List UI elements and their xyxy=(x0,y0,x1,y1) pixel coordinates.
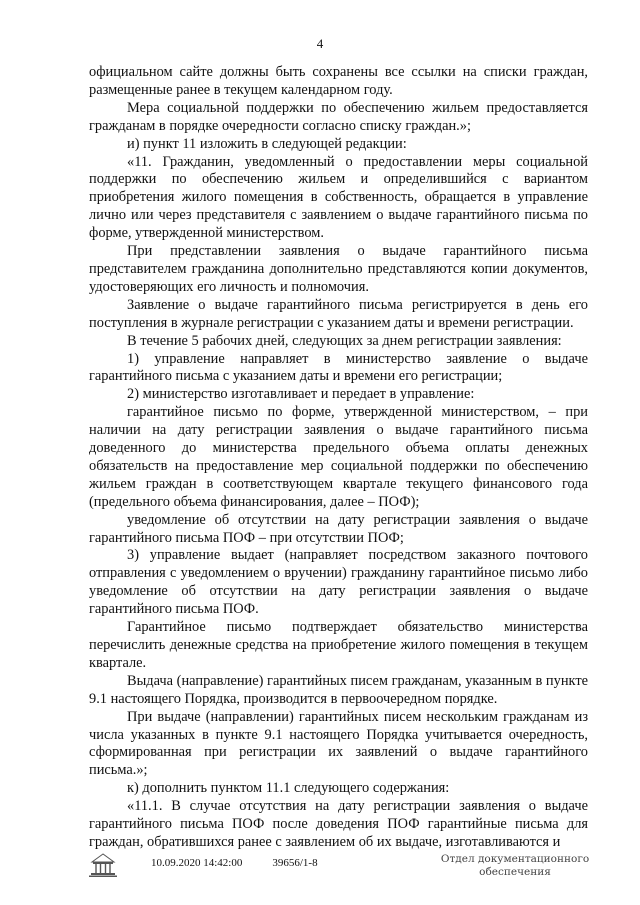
paragraph: Гарантийное письмо подтверждает обязательство министерства перечислить денежные средства на приобретение жилого помещения в текущем квартале. xyxy=(89,619,588,671)
paragraph: Выдача (направление) гарантийных писем гражданам, указанным в пункте 9.1 настоящего Порядка, производится в первоочередном порядке. xyxy=(89,672,588,707)
paragraph: «11. Гражданин, уведомленный о предоставлении меры социальной поддержки по обеспечению жильем и определившийся с вариантом приобретения жилого помещения в собственность, обращается в управление лично или через представителя с заявлением о выдаче гарантийного письма по форме, утвержденной министерством. xyxy=(89,153,588,242)
paragraph: При выдаче (направлении) гарантийных писем нескольким гражданам из числа указанных в пункте 9.1 настоящего Порядка учитывается очередность, сформированная при регистрации их заявлений о выдаче гарантийного письма.»; xyxy=(89,708,588,779)
paragraph: уведомление об отсутствии на дату регистрации заявления о выдаче гарантийного письма ПОФ – при отсутствии ПОФ; xyxy=(89,511,588,546)
department-label xyxy=(440,853,590,879)
emblem-icon xyxy=(88,852,118,883)
page-number: 4 xyxy=(316,36,324,51)
paragraph: Заявление о выдаче гарантийного письма регистрируется в день его поступления в журнале регистрации с указанием даты и времени регистрации. xyxy=(89,296,588,331)
paragraph: 2) министерство изготавливает и передает в управление: xyxy=(127,386,475,403)
document-body xyxy=(89,64,588,852)
paragraph: В течение 5 рабочих дней, следующих за днем регистрации заявления: xyxy=(127,332,562,349)
registration-stamp xyxy=(151,857,348,869)
paragraph: и) пункт 11 изложить в следующей редакции: xyxy=(127,135,407,152)
paragraph: При представлении заявления о выдаче гарантийного письма представителем гражданина дополнительно представляются копии документов, удостоверяющих его личность и полномочия. xyxy=(89,243,588,295)
paragraph: гарантийное письмо по форме, утвержденной министерством, – при наличии на дату регистрации заявления о выдаче гарантийного письма доведенного до министерства предельного объема оплаты денежных обязательств на предоставление мер социальной поддержки по обеспечению жильем граждан в соответствующем квартале текущего финансового года (предельного объема финансирования, далее – ПОФ); xyxy=(89,404,588,510)
stamp-doc-number: 39656/1-8 xyxy=(272,857,318,869)
stamp-datetime: 10.09.2020 14:42:00 xyxy=(151,857,243,869)
paragraph: официальном сайте должны быть сохранены все ссылки на списки граждан, размещенные ранее в текущем календарном году. xyxy=(89,64,588,98)
paragraph: Мера социальной поддержки по обеспечению жильем предоставляется гражданам в порядке очередности согласно списку граждан.»; xyxy=(89,99,588,134)
paragraph: 1) управление направляет в министерство заявление о выдаче гарантийного письма с указанием даты и времени его регистрации; xyxy=(89,350,588,385)
paragraph: «11.1. В случае отсутствия на дату регистрации заявления о выдаче гарантийного письма ПОФ после доведения ПОФ гарантийные письма для граждан, обратившихся ранее с заявлением об их выдаче, изготавливаются и xyxy=(89,798,588,850)
paragraph: к) дополнить пунктом 11.1 следующего содержания: xyxy=(127,780,450,797)
paragraph: 3) управление выдает (направляет посредством заказного почтового отправления с уведомлением о вручении) гражданину гарантийное письмо либо уведомление об отсутствии на дату регистрации заявления о выдаче гарантийного письма ПОФ. xyxy=(89,547,588,618)
department-line: обеспечения xyxy=(479,866,551,878)
department-line: Отдел документационного xyxy=(440,853,590,865)
